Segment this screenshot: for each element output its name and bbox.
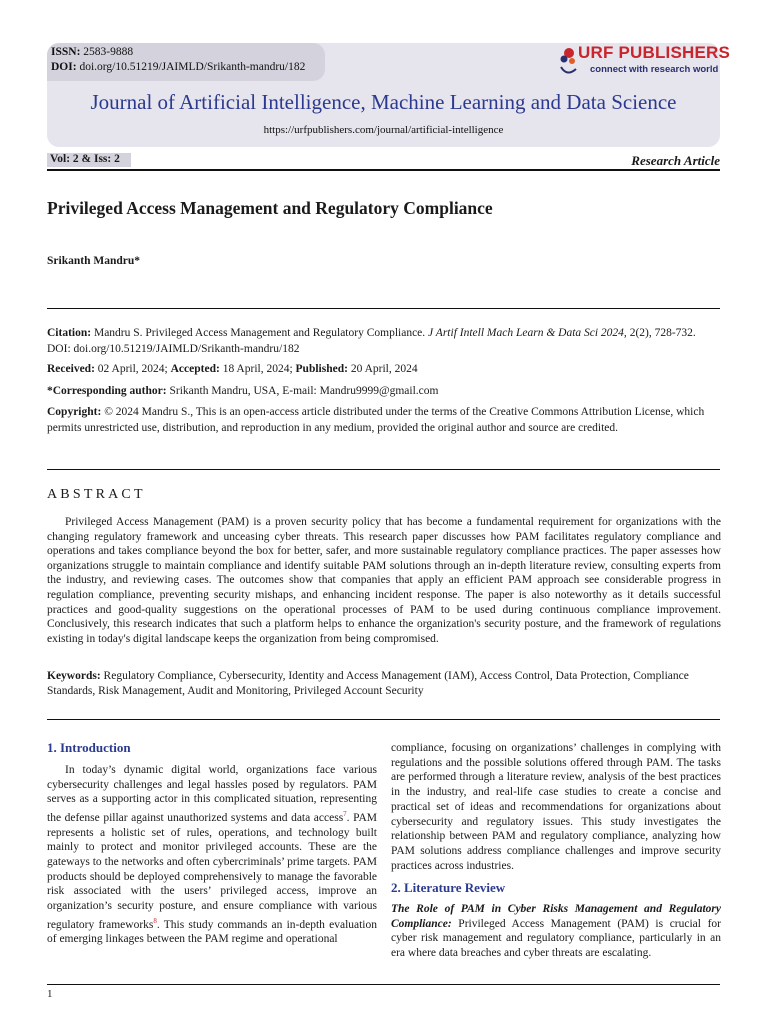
title-divider (47, 308, 720, 309)
keywords-list: Regulatory Compliance, Cybersecurity, Identity and Access Management (IAM), Access Control, Data Protection, Compliance Standards, Risk Management, Audit and Monitoring, Privileged Account Security (47, 670, 689, 697)
reference-7-link[interactable]: 7 (343, 810, 347, 819)
journal-title: Journal of Artificial Intelligence, Machine Learning and Data Science (90, 90, 677, 114)
introduction-continued: compliance, focusing on organizations’ challenges in complying with regulations and the possible solutions offered through PAM. The tasks are performed through a literature review, analysis of the best practices in the industry, and real-life case studies to create a concise and practical set of ideas and recommendations for organizations about cybersecurity and regulatory issues. This study investigates the relationship between PAM and regulatory compliance, analyzing how PAM solutions address compliance challenges and improve security practices across industries. (391, 742, 721, 872)
section-heading-literature-review: 2. Literature Review (391, 880, 506, 895)
copyright-text: © 2024 Mandru S., This is an open-access article distributed under the terms of the Creative Commons Attribution License, which permits unrestricted use, distribution, and reproduction in any medium, provided the original author and source are credited. (47, 406, 705, 434)
abstract-body: Privileged Access Management (PAM) is a proven security policy that has become a fundamental requirement for organizations with the changing regulatory framework and unceasing cyber threats. This research paper discusses how PAM facilitates regulatory compliance and operations and takes compliance beyond the box for better, safer, and more sustainable regulatory compliance practices. The paper assesses how organizations struggle to maintain compliance and identify suitable PAM solutions through an in-depth literature review, consulting experts from the industry, and reviewing cases. The outcomes show that companies that apply an efficient PAM approach see considerable progress in regulation compliance, preventing security mishaps, and enhancing incident response. The paper is also noteworthy as it details successful practices and good-quality suggestions on the operational processes of PAM to be used during continuous compliance improvement. Conclusively, this research indicates that such a platform helps to enhance the organization's security posture, and the framework of regulations existing in today's digital landscape keeps the organization from being compromised. (47, 516, 721, 645)
issn-value: 2583-9888 (83, 46, 134, 58)
citation (47, 326, 720, 357)
received-label: Received: (47, 363, 95, 375)
copyright-label: Copyright: (47, 406, 102, 418)
accepted-date: 18 April, 2024; (222, 363, 293, 375)
journal-url-link[interactable]: https://urfpublishers.com/journal/artificial-intelligence (263, 124, 504, 136)
introduction-right-column (391, 741, 721, 873)
keywords (47, 669, 721, 698)
literature-subheading: The Role of PAM in Cyber Risks Management and Regulatory Compliance: (391, 903, 721, 930)
literature-review-column (391, 902, 721, 961)
section-heading-introduction: 1. Introduction (47, 740, 131, 755)
issn-line (51, 46, 133, 58)
literature-paragraph (391, 902, 721, 961)
corresponding-value: Srikanth Mandru, USA, E-mail: Mandru9999@gmail.com (169, 385, 439, 397)
publisher-name: URF PUBLISHERS (578, 43, 731, 62)
doi-line (51, 61, 305, 73)
intro-text-a: In today’s dynamic digital world, organizations face various cybersecurity challenges and legal hassles posed by regulators. PAM serves as a supporting actor in this complicated situation, representing the defense pillar against unauthorized systems and data access (47, 764, 377, 824)
abstract-divider (47, 719, 720, 720)
copyright (47, 405, 720, 436)
citation-text: Mandru S. Privileged Access Management and Regulatory Compliance. (93, 327, 426, 339)
paper-title: Privileged Access Management and Regulatory Compliance (47, 198, 493, 218)
intro-text-b: . PAM represents a holistic set of rules, operations, and technology built mainly to protect and monitor privileged accounts. These are the gateways to the networks and often cybercriminals’ prime targets. PAM products should be deployed comprehensively to manage the favorable risk associated with the users’ privileged access, improve an organization’s security posture, and ensure compliance with various regulatory frameworks (47, 811, 377, 931)
accepted-label: Accepted: (170, 363, 220, 375)
citation-tail: 2(2), 728-732. DOI: doi.org/10.51219/JAIMLD/Srikanth-mandru/182 (47, 327, 696, 355)
doi-label: DOI: (51, 61, 77, 73)
keywords-label: Keywords: (47, 670, 101, 682)
intro-text-c: . This study commands an in-depth evaluation of emerging linkages between the PAM regime and operational (47, 918, 378, 946)
publisher-tagline: connect with research world (590, 64, 719, 75)
article-type: Research Article (631, 153, 720, 168)
page-number: 1 (47, 988, 53, 1000)
published-label: Published: (295, 363, 348, 375)
citation-journal: J Artif Intell Mach Learn & Data Sci 2024, (428, 327, 627, 339)
introduction-left-column (47, 763, 377, 947)
author-name: Srikanth Mandru* (47, 255, 140, 267)
header-divider (47, 169, 720, 171)
volume-label: Vol: 2 & Iss: 2 (50, 153, 120, 165)
corresponding-label: *Corresponding author: (47, 385, 167, 397)
literature-text: Privileged Access Management (PAM) is crucial for cyber risk management and regulatory compliance, particularly in an era where data breaches and cyber threats are escalating. (391, 917, 721, 960)
reference-8-link[interactable]: 8 (153, 916, 157, 925)
corresponding-author (47, 384, 720, 400)
doi-value[interactable]: doi.org/10.51219/JAIMLD/Srikanth-mandru/182 (79, 61, 306, 73)
published-date: 20 April, 2024 (350, 363, 418, 375)
received-date: 02 April, 2024; (97, 363, 168, 375)
issn-label: ISSN: (51, 46, 81, 58)
dates-line (47, 362, 720, 378)
introduction-paragraph (47, 763, 377, 947)
abstract-heading: ABSTRACT (47, 487, 146, 502)
footer-divider (47, 984, 720, 985)
meta-divider (47, 469, 720, 470)
citation-label: Citation: (47, 327, 92, 339)
